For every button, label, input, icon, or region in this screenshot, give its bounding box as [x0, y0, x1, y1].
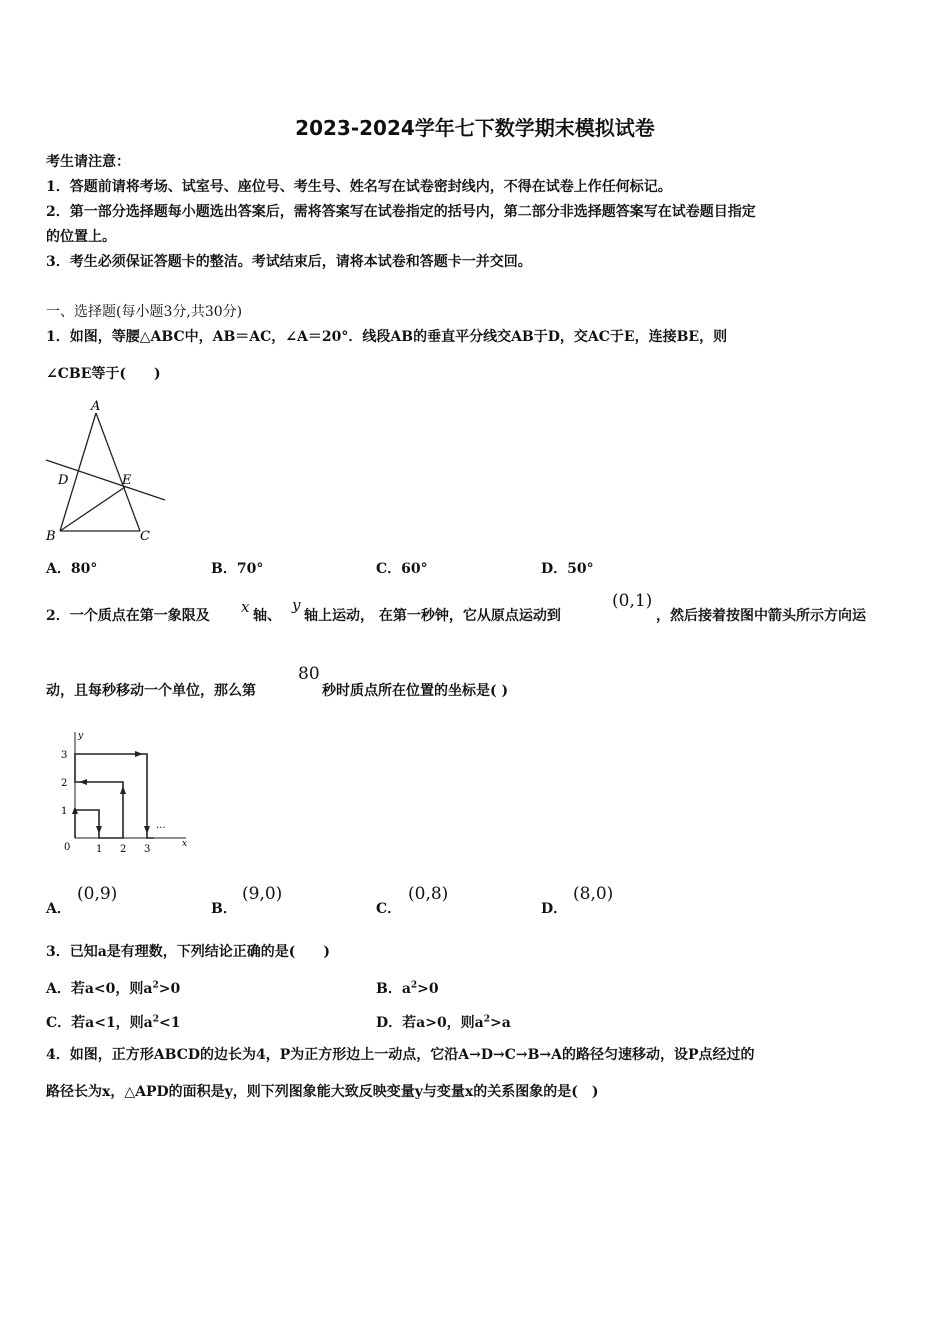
q2-coord: (0,1): [612, 591, 653, 611]
q2-xlabel-2: 2: [120, 844, 127, 855]
q1-option-b[interactable]: B．70°: [211, 561, 264, 577]
q3-option-b[interactable]: B．$a^2>0$: [376, 980, 439, 997]
notice-item-1: 1．答题前请将考场、试室号、座位号、考生号、姓名写在试卷密封线内，不得在试卷上作任何标记。: [46, 179, 672, 195]
q2-x-var: x: [241, 598, 250, 616]
notice-header: 考生请注意：: [46, 154, 130, 170]
q2-option-a-value: (0,9): [77, 884, 118, 904]
q2-option-c-value: (0,8): [408, 884, 449, 904]
q1-label-d: D: [58, 473, 69, 488]
q2-stem-part5: 动，且每秒移动一个单位，那么第: [46, 683, 256, 699]
q1-label-a: A: [91, 399, 101, 414]
notice-item-2: 2．第一部分选择题每小题选出答案后，需将答案写在试卷指定的括号内，第二部分非选择题答案写在试卷题目指定: [46, 204, 756, 220]
q2-stem-part3: 轴上运动， 在第一秒钟，它从原点运动到: [304, 608, 561, 624]
q2-stem-part6: 秒时质点所在位置的坐标是( ): [322, 683, 509, 699]
q2-axis-x: x: [182, 839, 188, 849]
section-heading: 一、选择题(每小题3分,共30分): [46, 304, 243, 320]
q1-option-a[interactable]: A．80°: [46, 561, 98, 577]
q2-ellipsis: ...: [156, 820, 166, 831]
q3-stem: 3．已知a是有理数，下列结论正确的是( ): [46, 944, 331, 960]
q2-stem-part4: ，然后接着按图中箭头所示方向运: [656, 608, 866, 624]
q1-stem: 1．如图，等腰△ABC中，AB＝AC，∠A＝20°．线段AB的垂直平分线交AB于D，交AC于E，连接BE，则: [46, 329, 728, 345]
q1-option-d[interactable]: D．50°: [541, 561, 594, 577]
q2-xlabel-3: 3: [144, 844, 151, 855]
q2-option-c-label[interactable]: C．: [376, 901, 402, 917]
q2-ylabel-3: 3: [61, 750, 68, 761]
q4-stem: 4．如图，正方形ABCD的边长为4，P为正方形边上一动点，它沿A→D→C→B→A的路径匀速移动，设P点经过的: [46, 1047, 755, 1063]
q2-option-d-label[interactable]: D．: [541, 901, 568, 917]
q3-option-d[interactable]: D．若a>0，则$a^2>a$: [376, 1014, 511, 1031]
q2-stem-part2: 轴、: [253, 608, 281, 624]
q2-ylabel-1: 1: [61, 806, 68, 817]
q2-stem-part1: 2．一个质点在第一象限及: [46, 608, 210, 624]
q1-label-e: E: [122, 473, 132, 488]
q2-xlabel-1: 1: [96, 844, 103, 855]
notice-item-3: 3．考生必须保证答题卡的整洁。考试结束后，请将本试卷和答题卡一并交回。: [46, 254, 532, 270]
notice-item-2-cont: 的位置上。: [46, 229, 116, 245]
q1-label-c: C: [140, 529, 150, 544]
q2-axis-y: y: [78, 731, 84, 741]
q2-option-a-label[interactable]: A．: [46, 901, 71, 917]
q4-stem-cont: 路径长为x，△APD的面积是y，则下列图象能大致反映变量y与变量x的关系图象的是( ): [46, 1084, 599, 1100]
q1-label-b: B: [46, 529, 56, 544]
q2-path-figure: [56, 728, 192, 856]
q3-option-a[interactable]: A．若a<0，则$a^2>0$: [46, 980, 181, 997]
q3-option-c[interactable]: C．若a<1，则$a^2<1$: [46, 1014, 181, 1031]
page-title: 2023-2024学年七下数学期末模拟试卷: [295, 116, 655, 140]
q2-seconds: 80: [298, 664, 320, 684]
q2-option-b-label[interactable]: B．: [211, 901, 237, 917]
q2-ylabel-2: 2: [61, 778, 68, 789]
q1-option-c[interactable]: C．60°: [376, 561, 428, 577]
q2-y-var: y: [292, 596, 301, 614]
q2-option-b-value: (9,0): [242, 884, 283, 904]
q2-option-d-value: (8,0): [573, 884, 614, 904]
q2-origin: 0: [64, 842, 71, 853]
q1-triangle-figure: [44, 396, 169, 544]
q1-stem-cont: ∠CBE等于( ): [46, 366, 161, 382]
